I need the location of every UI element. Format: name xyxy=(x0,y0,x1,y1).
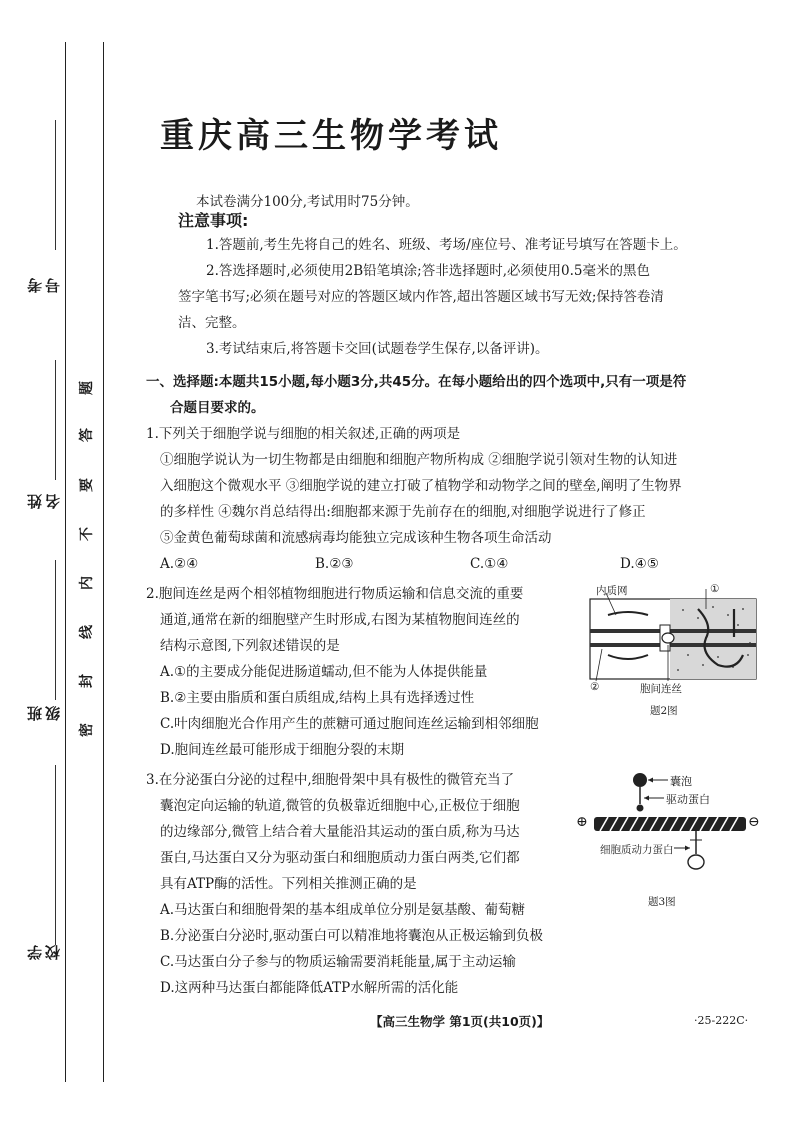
q3-stem-line: 囊泡定向运输的轨道,微管的负极靠近细胞中心,正极位于细胞 xyxy=(160,798,520,814)
q2-fig-er-label: 内质网 xyxy=(596,585,628,597)
q2-option-b[interactable]: B.②主要由脂质和蛋白质组成,结构上具有选择透过性 xyxy=(160,690,475,706)
q2-fig-mark-2: ② xyxy=(590,681,600,693)
q3-fig-vesicle-label: 囊泡 xyxy=(670,775,692,788)
q1-statement-line: 的多样性 ④魏尔肖总结得出:细胞都来源于先前存在的细胞,对细胞学说进行了修正 xyxy=(160,504,646,520)
exam-number-underline xyxy=(55,120,56,250)
notice-line: 签字笔书写;必须在题号对应的答题区域内作答,超出答题区域书写无效;保持答卷清 xyxy=(178,289,664,305)
q2-option-d[interactable]: D.胞间连丝最可能形成于细胞分裂的末期 xyxy=(160,742,405,758)
q1-option-a[interactable]: A.②④ xyxy=(160,556,199,572)
q3-stem-line: 3.在分泌蛋白分泌的过程中,细胞骨架中具有极性的微管充当了 xyxy=(146,772,515,788)
exam-number-label: 考号 xyxy=(26,278,62,293)
exam-intro: 本试卷满分100分,考试用时75分钟。 xyxy=(196,194,419,210)
q2-stem-line: 结构示意图,下列叙述错误的是 xyxy=(160,638,340,654)
seal-char: 线 xyxy=(79,625,95,639)
seal-char: 封 xyxy=(79,674,95,688)
q3-fig-kinesin-label: 驱动蛋白 xyxy=(666,793,710,806)
section-heading-cont: 合题目要求的。 xyxy=(170,400,265,416)
paper-code: ·25-222C· xyxy=(694,1014,749,1027)
notice-line: 1.答题前,考生先将自己的姓名、班级、考场/座位号、准考证号填写在答题卡上。 xyxy=(206,237,687,253)
q3-fig-dynein-label: 细胞质动力蛋白 xyxy=(600,844,674,856)
q2-stem-line: 通道,通常在新的细胞壁产生时形成,右图为某植物胞间连丝的 xyxy=(160,612,520,628)
school-underline xyxy=(55,765,56,945)
q1-option-b[interactable]: B.②③ xyxy=(315,556,354,572)
q2-fig-channel-label: 胞间连丝 xyxy=(640,683,682,695)
name-label: 姓名 xyxy=(26,494,62,509)
seal-char: 内 xyxy=(79,576,95,590)
q3-stem-line: 具有ATP酶的活性。下列相关推测正确的是 xyxy=(160,876,417,892)
q3-option-a[interactable]: A.马达蛋白和细胞骨架的基本组成单位分别是氨基酸、葡萄糖 xyxy=(160,902,526,918)
q1-stem: 1.下列关于细胞学说与细胞的相关叙述,正确的两项是 xyxy=(146,426,461,442)
binding-margin xyxy=(0,0,110,1122)
plasmodesmata-diagram xyxy=(588,585,758,685)
q1-statement-line: 入细胞这个微观水平 ③细胞学说的建立打破了植物学和动物学之间的壁垒,阐明了生物界 xyxy=(160,478,682,494)
q1-option-d[interactable]: D.④⑤ xyxy=(620,556,659,572)
page-footer: 【高三生物学 第1页(共10页)】 xyxy=(370,1014,550,1029)
q3-fig-minus-end: ⊖ xyxy=(748,814,760,830)
name-underline xyxy=(55,360,56,480)
seal-char: 密 xyxy=(79,723,95,737)
binding-line-outer xyxy=(103,42,104,1082)
q1-option-c[interactable]: C.①④ xyxy=(470,556,509,572)
seal-char: 要 xyxy=(79,478,95,492)
q3-fig-plus-end: ⊕ xyxy=(576,814,588,830)
seal-char: 答 xyxy=(79,428,95,442)
class-label: 班级 xyxy=(26,706,62,721)
notice-line: 3.考试结束后,将答题卡交回(试题卷学生保存,以备评讲)。 xyxy=(206,341,549,357)
q3-option-c[interactable]: C.马达蛋白分子参与的物质运输需要消耗能量,属于主动运输 xyxy=(160,954,516,970)
school-label: 学校 xyxy=(26,945,62,960)
class-underline xyxy=(55,560,56,700)
q2-option-c[interactable]: C.叶肉细胞光合作用产生的蔗糖可通过胞间连丝运输到相邻细胞 xyxy=(160,716,539,732)
q1-statement-line: ①细胞学说认为一切生物都是由细胞和细胞产物所构成 ②细胞学说引领对生物的认知进 xyxy=(160,452,678,468)
q3-option-b[interactable]: B.分泌蛋白分泌时,驱动蛋白可以精准地将囊泡从正极运输到负极 xyxy=(160,928,544,944)
q3-fig-caption: 题3图 xyxy=(648,896,676,908)
q2-stem-line: 2.胞间连丝是两个相邻植物细胞进行物质运输和信息交流的重要 xyxy=(146,586,524,602)
q2-figure xyxy=(588,585,758,715)
notice-line: 2.答选择题时,必须使用2B铅笔填涂;答非选择题时,必须使用0.5毫米的黑色 xyxy=(206,263,650,279)
seal-char: 题 xyxy=(79,381,95,395)
binding-line-inner xyxy=(65,42,66,1082)
section-heading: 一、选择题:本题共15小题,每小题3分,共45分。在每小题给出的四个选项中,只有一项是符 xyxy=(146,374,687,390)
notice-line: 洁、完整。 xyxy=(178,315,246,331)
notice-title: 注意事项: xyxy=(178,211,249,230)
q1-statement-line: ⑤金黄色葡萄球菌和流感病毒均能独立完成该种生物各项生命活动 xyxy=(160,530,552,546)
q2-fig-caption: 题2图 xyxy=(650,705,678,717)
q2-fig-mark-1: ① xyxy=(710,583,720,595)
q3-figure xyxy=(578,768,764,908)
exam-title: 重庆高三生物学考试 xyxy=(160,116,502,156)
q2-option-a[interactable]: A.①的主要成分能促进肠道蠕动,但不能为人体提供能量 xyxy=(160,664,488,680)
q3-stem-line: 蛋白,马达蛋白又分为驱动蛋白和细胞质动力蛋白两类,它们都 xyxy=(160,850,520,866)
q3-stem-line: 的边缘部分,微管上结合着大量能沿其运动的蛋白质,称为马达 xyxy=(160,824,520,840)
q3-option-d[interactable]: D.这两种马达蛋白都能降低ATP水解所需的活化能 xyxy=(160,980,459,996)
seal-char: 不 xyxy=(79,527,95,541)
